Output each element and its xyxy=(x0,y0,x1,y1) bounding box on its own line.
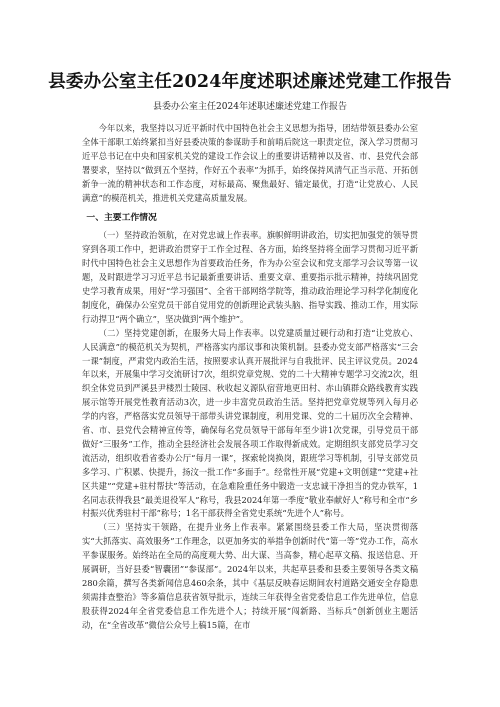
document-body xyxy=(82,114,418,633)
document-title: 县委办公室主任2024年度述职述廉述党建工作报告 xyxy=(48,72,452,92)
section-heading: 一、主要工作情况 xyxy=(86,213,157,224)
document-subtitle: 县委办公室主任2024年述职述廉述党建工作报告 xyxy=(153,102,347,112)
paragraph-practical-work: （三）坚持实干领路，在提升业务上作表率。紧紧围绕县委工作大局，坚决贯彻落实“大抓落实、高效服务”工作理念，以更加务实的举措争创新时代“第一等”党办工作，高水平参谋服务。始终站在全局的高度观大势、出大谋、当高参，精心起草文稿、报送信息、开展调研，当好县委“智囊团”“参谋部”。2024年以来，共起草县委和县委主要领导各类文稿280余篇，撰写各类新闻信息460余条，其中《基层反映春运期间农村道路交通安全存隐患须需排查整治》等多篇信息获省领导批示，连续三年获得全省党委信息工作先进单位，信息股获得2024年全省党委信息工作先进个人；持续开展“闯新路、当标兵”创新创业主题活动，在“全省改革”微信公众号上稿15篇，在市 xyxy=(82,522,418,630)
paragraph-party-building-innovation: （二）坚持党建创新，在服务大局上作表率。以党建质量过硬行动和打造“让党放心、人民满意”的模范机关为契机，严格落实内部议事和决策机制。县委办党支部严格落实“三会一课”制度，严肃党内政治生活，按照要求认真开展批评与自我批评、民主评议党员。2024年以来，开展集中学习交流研讨7次，组织党章党规、党的二十大精神专题学习交流2次，组织全体党员到严溪县尹楼烈士陵园、秋收起义源队宿营地更田村、赤山镇群众路线教育实践展示馆等开展党性教育活动3次，进一步丰富党员政治生活。坚持把党章党规等列入每月必学的内容，严格落实党员领导干部带头讲党课制度，利用党课、党的二十届历次全会精神、省、市、县党代会精神宣传等，确保每名党员领导干部每年至少讲1次党课，引导党员干部做好“三服务”工作，推动全县经济社会发展各项工作取得新成效。定期组织支部党员学习交流活动，组织收看省委办公厅“每月一课”，探索轮岗换岗，跟班学习等机制，引导支部党员多学习、广积累、快提升，扬汶一批工作“多面手”。经常性开展“党建+文明创建”“党建+社区共建”“党建+驻村帮扶”等活动，在急难险重任务中锻造一支忠诚干净担当的党办铁军，1名同志获得我县“最美退役军人”称号，我县2024年第一季度“敬业奉献好人”称号和全市“乡村振兴优秀驻村干部”称号；1名干部获得全省党史系统“先进个人”称号。 xyxy=(82,327,418,519)
paragraph-political-leadership: （一）坚持政治领航，在对党忠诚上作表率。旗帜鲜明讲政治，切实把加强党的领导贯穿到各项工作中，把讲政治贯穿于工作全过程、各方面，始终坚持将全面学习贯彻习近平新时代中国特色社会主义思想作为首要政治任务，作为办公室会议和党支部学习会议等第一议题，及时跟进学习习近平总书记最新重要讲话、重要文章、重要指示批示精神，持续巩固党史学习教育成果，用好“学习强国”、全省干部网络学院等，推动政治理论学习科学化制度化制度化，确保办公室党员干部自觉用党的创新理论武装头脑、指导实践、推动工作，用实际行动捍卫“两个确立”，坚决做到“两个维护”。 xyxy=(82,230,418,324)
intro-paragraph: 今年以来，我坚持以习近平新时代中国特色社会主义思想为指导，团结带领县委办公室全体干部职工始终紧扣当好县委决策的参谋助手和前哨后院这一职责定位，深入学习贯彻习近平总书记在中央和国家机关党的建设工作会议上的重要讲话精神以及省、市、县党代会部署要求，坚持以“做到五个坚持，作好五个表率”为抓手，始终保持风清气正当示范、开拓创新争一流的精神状态和工作态度，对标最高、聚焦最好、锚定最优，打造“让党放心、人民满意”的模范机关，推进机关党建高质量发展。 xyxy=(82,123,418,203)
